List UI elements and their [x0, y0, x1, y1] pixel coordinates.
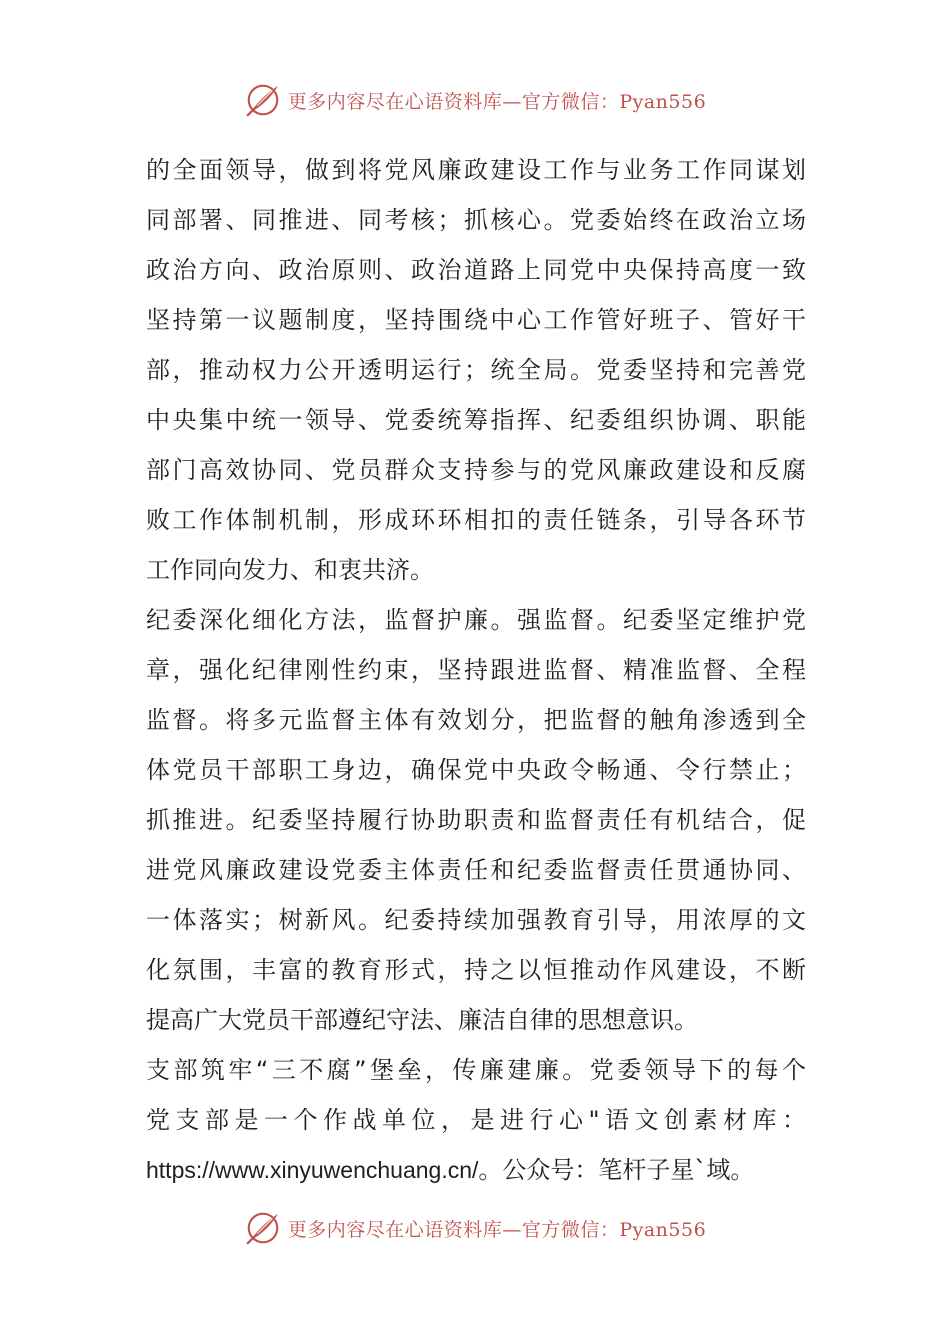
text-line: 一体落实；树新风。纪委持续加强教育引导，用浓厚的文 — [146, 906, 806, 934]
text-line: 坚持第一议题制度，坚持围绕中心工作管好班子、管好干 — [146, 306, 806, 334]
banner-wechat-label: 官方微信： — [521, 90, 620, 113]
text-line: 的全面领导，做到将党风廉政建设工作与业务工作同谋划 — [146, 156, 806, 184]
banner-dash: — — [502, 90, 522, 113]
text-line: 监督。将多元监督主体有效划分，把监督的触角渗透到全 — [146, 706, 806, 734]
paragraph-1 — [146, 145, 806, 595]
quill-pen-logo-icon — [244, 1209, 282, 1247]
paragraph-3 — [146, 1045, 806, 1195]
text-line: 政治方向、政治原则、政治道路上同党中央保持高度一致 — [146, 256, 806, 284]
text-line: 党支部是一个作战单位，是进行心"语文创素材库： — [146, 1106, 806, 1134]
text-line: 败工作体制机制，形成环环相扣的责任链条，引导各环节 — [146, 506, 806, 534]
text-line: 进党风廉政建设党委主体责任和纪委监督责任贯通协同、 — [146, 856, 806, 884]
text-line: 体党员干部职工身边，确保党中央政令畅通、令行禁止； — [146, 756, 806, 784]
text-line: 提高广大党员干部遵纪守法、廉洁自律的思想意识。 — [146, 1006, 698, 1034]
text-line: 中央集中统一领导、党委统筹指挥、纪委组织协调、职能 — [146, 406, 806, 434]
text-line: 章，强化纪律刚性约束，坚持跟进监督、精准监督、全程 — [146, 656, 806, 684]
text-line: 支部筑牢“三不腐”堡垒，传廉建廉。党委领导下的每个 — [146, 1056, 806, 1084]
banner-main-text: 更多内容尽在心语资料库 — [287, 1218, 503, 1241]
paragraph-2 — [146, 595, 806, 1045]
banner-dash: — — [502, 1218, 522, 1241]
website-link[interactable]: https://www.xinyuwenchuang.cn/ — [146, 1157, 479, 1183]
header-banner — [0, 78, 950, 122]
banner-title — [288, 1215, 706, 1242]
text-line: 化氛围，丰富的教育形式，持之以恒推动作风建设，不断 — [146, 956, 806, 984]
text-line: 同部署、同推进、同考核；抓核心。党委始终在政治立场 — [146, 206, 806, 234]
text-line: 工作同向发力、和衷共济。 — [146, 556, 434, 584]
text-line: 部门高效协同、党员群众支持参与的党风廉政建设和反腐 — [146, 456, 806, 484]
footer-banner — [0, 1206, 950, 1250]
document-body — [146, 145, 806, 1195]
banner-wechat-id: Pyan556 — [619, 1218, 707, 1241]
quill-pen-logo-icon — [244, 81, 282, 119]
banner-main-text: 更多内容尽在心语资料库 — [287, 90, 503, 113]
text-line: 抓推进。纪委坚持履行协助职责和监督责任有机结合，促 — [146, 806, 806, 834]
url-line — [146, 1145, 806, 1195]
text-line: 纪委深化细化方法，监督护廉。强监督。纪委坚定维护党 — [146, 606, 806, 634]
banner-wechat-label: 官方微信： — [521, 1218, 620, 1241]
url-suffix-text: 。公众号：笔杆子星`域。 — [478, 1156, 755, 1184]
banner-wechat-id: Pyan556 — [619, 90, 707, 113]
text-line: 部，推动权力公开透明运行；统全局。党委坚持和完善党 — [146, 356, 806, 384]
banner-title — [288, 87, 706, 114]
